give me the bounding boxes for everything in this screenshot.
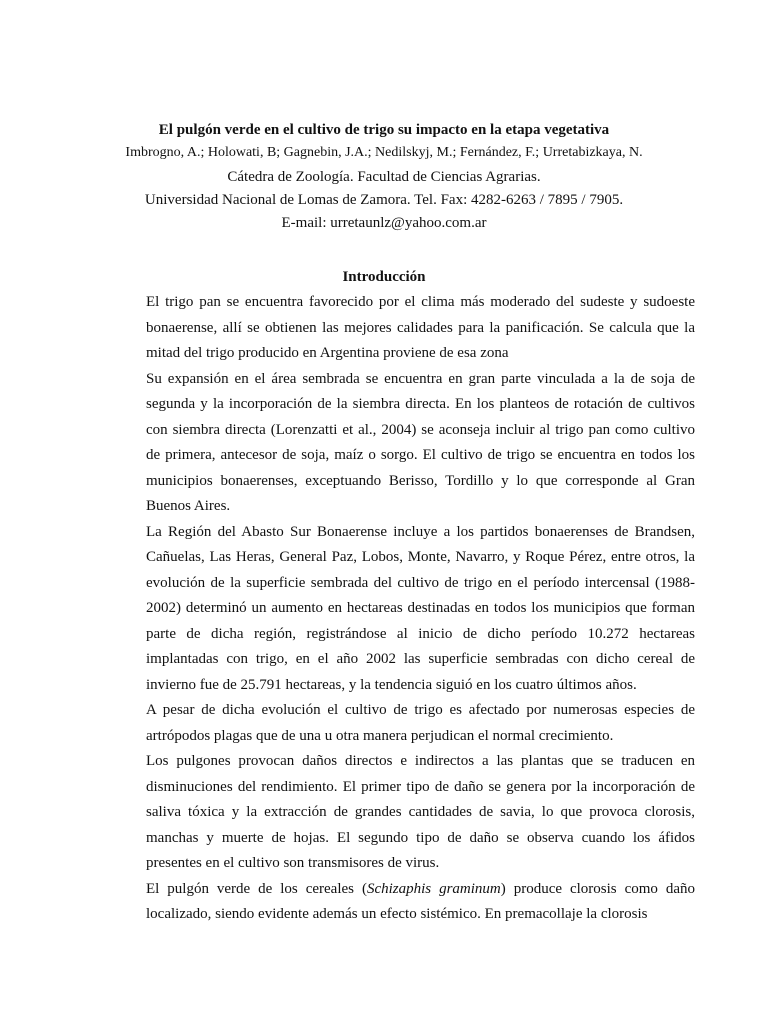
species-name: Schizaphis graminum [366, 880, 501, 897]
introduction-body [146, 290, 695, 928]
affiliation-university: Universidad Nacional de Lomas de Zamora. Tel. Fax: 4282-6263 / 7895 / 7905. [144, 192, 624, 208]
contact-email: E-mail: urretaunlz@yahoo.com.ar [281, 215, 487, 231]
paper-title: El pulgón verde en el cultivo de trigo su impacto en la etapa vegetativa [158, 122, 610, 138]
paragraph: La Región del Abasto Sur Bonaerense incluye a los partidos bonaerenses de Brandsen, Cañuelas, Las Heras, General Paz, Lobos, Monte, Navarro, y Roque Pérez, entre otros, la evolución de la superficie sembrada del cultivo de trigo en el período intercensal (1988- 2002) determinó un aumento en hectareas destinadas en todos los municipios que forman parte de dicha región, registrándose al inicio de dicho período 10.272 hectareas implantadas con trigo, en el año 2002 las superficie sembradas con dicho cereal de invierno fue de 25.791 hectareas, y la tendencia siguió en los cuatro últimos años. [146, 523, 695, 693]
author-list: Imbrogno, A.; Holowati, B; Gagnebin, J.A.; Nedilskyj, M.; Fernández, F.; Urretabizkaya, N. [125, 145, 643, 160]
section-heading-introduccion: Introducción [342, 269, 426, 285]
paragraph: El trigo pan se encuentra favorecido por el clima más moderado del sudeste y sudoeste bonaerense, allí se obtienen las mejores calidades para la panificación. Se calcula que la mitad del trigo producido en Argentina proviene de esa zona [146, 294, 695, 361]
paragraph-text: El pulgón verde de los cereales ( [146, 880, 367, 897]
paragraph: A pesar de dicha evolución el cultivo de trigo es afectado por numerosas especies de artrópodos plagas que de una u otra manera perjudican el normal crecimiento. [146, 702, 695, 744]
paragraph: Los pulgones provocan daños directos e indirectos a las plantas que se traducen en disminuciones del rendimiento. El primer tipo de daño se genera por la incorporación de saliva tóxica y la extracción de grandes cantidades de savia, lo que provoca clorosis, manchas y muerte de hojas. El segundo tipo de daño se observa cuando los áfidos presentes en el cultivo son transmisores de virus. [146, 753, 695, 871]
paragraph [146, 877, 695, 928]
paragraph-text: ) produce clorosis como daño localizado, siendo evidente además un efecto sistémico. En premacollaje la clorosis [146, 880, 695, 922]
paper-header [0, 120, 768, 234]
affiliation-department: Cátedra de Zoología. Facultad de Ciencias Agrarias. [227, 169, 541, 185]
paragraph: Su expansión en el área sembrada se encuentra en gran parte vinculada a la de soja de segunda y la incorporación de la siembra directa. En los planteos de rotación de cultivos con siembra directa (Lorenzatti et al., 2004) se aconseja incluir al trigo pan como cultivo de primera, antecesor de soja, maíz o sorgo. El cultivo de trigo se encuentra en todos los municipios bonaerenses, exceptuando Berisso, Tordillo y lo que corresponde al Gran Buenos Aires. [146, 370, 695, 514]
